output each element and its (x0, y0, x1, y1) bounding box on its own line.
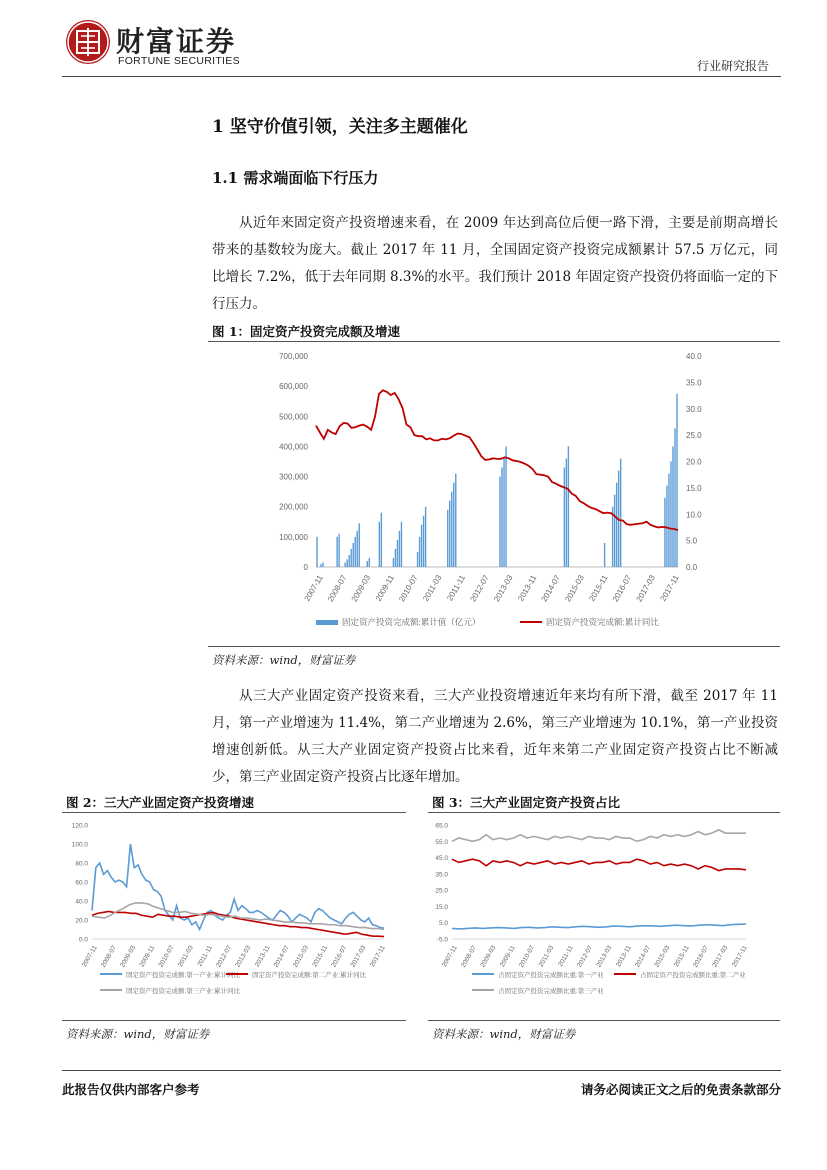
bar-mark (346, 559, 347, 567)
x-tick-label: 2009-11 (373, 573, 396, 603)
bar-mark (338, 534, 339, 567)
y-tick-label: 40.0 (75, 898, 88, 906)
bar-mark (451, 492, 452, 567)
bar-mark (674, 428, 675, 567)
x-tick-label: 2016-07 (610, 573, 634, 604)
x-tick-label: 2009-03 (349, 573, 373, 604)
y-left-tick-label: 500,000 (279, 412, 308, 422)
x-tick-label: 2014-07 (272, 944, 291, 969)
logo-chinese-name: 财富证券 (116, 25, 237, 58)
y-tick-label: 5.0 (438, 920, 448, 928)
x-tick-label: 2015-03 (653, 944, 672, 969)
x-tick-label: 2012-07 (576, 944, 595, 969)
report-type: 行业研究报告 (696, 59, 769, 73)
bar-mark (453, 483, 454, 567)
y-tick-label: 60.0 (75, 879, 88, 887)
x-tick-label: 2017-11 (368, 944, 387, 969)
y-right-tick-label: 20.0 (686, 457, 702, 467)
subsection-heading: 1.1 需求端面临下行压力 (212, 169, 379, 187)
x-tick-label: 2009-03 (119, 944, 138, 969)
logo-emblem-icon (66, 20, 110, 64)
bar-mark (355, 537, 356, 567)
series-line (452, 924, 746, 929)
footer-divider (62, 1070, 781, 1071)
series-line (452, 859, 746, 870)
bar-mark (348, 555, 349, 567)
logo-english-name: FORTUNE SECURITIES (118, 55, 240, 67)
x-tick-label: 2013-11 (253, 944, 272, 969)
bar-mark (419, 537, 420, 567)
bar-mark (353, 543, 354, 567)
series-line (92, 911, 384, 936)
x-tick-label: 2011-03 (176, 944, 195, 969)
figure-3-bottom-rule (428, 1020, 780, 1021)
bar-mark (423, 516, 424, 567)
bar-mark (344, 562, 345, 567)
x-tick-label: 2010-07 (518, 944, 537, 969)
legend-series-1: 固定资产投资完成额:第二产业:累计同比 (252, 972, 367, 979)
bar-mark (359, 523, 360, 567)
bar-mark (666, 486, 667, 567)
y-tick-label: 35.0 (435, 871, 448, 879)
figure-1-source: 资料来源：wind，财富证券 (212, 653, 356, 667)
y-tick-label: 20.0 (75, 917, 88, 925)
y-left-tick-label: 200,000 (279, 502, 308, 512)
y-left-tick-label: 0 (303, 563, 308, 572)
legend-series-0: 固定资产投资完成额:第一产业:累计同比 (126, 972, 241, 979)
y-tick-label: 0.0 (78, 936, 88, 944)
bar-mark (367, 561, 368, 567)
x-tick-label: 2015-11 (672, 944, 691, 969)
bar-mark (604, 543, 605, 567)
figure-2-title: 图 2：三大产业固定资产投资增速 (66, 795, 255, 810)
bar-mark (381, 513, 382, 567)
y-left-tick-label: 300,000 (279, 472, 308, 482)
y-tick-label: -5.0 (436, 936, 448, 944)
legend-series-1: 占固定资产投资完成额比重:第二产业 (640, 972, 746, 979)
x-tick-label: 2015-03 (563, 573, 586, 604)
x-tick-label: 2013-03 (492, 573, 515, 604)
bar-mark (447, 510, 448, 567)
y-right-tick-label: 25.0 (686, 431, 702, 441)
x-tick-label: 2013-03 (234, 944, 253, 969)
bar-mark (421, 525, 422, 567)
bar-mark (670, 462, 671, 568)
series-line (452, 830, 746, 841)
legend-line-series: 固定资产投资完成额:累计同比 (546, 617, 659, 627)
x-tick-label: 2008-07 (325, 573, 349, 604)
bar-mark (455, 474, 456, 567)
x-tick-label: 2013-11 (614, 944, 633, 969)
bar-mark (620, 458, 621, 567)
x-tick-label: 2011-11 (557, 944, 575, 968)
x-tick-label: 2016-07 (330, 944, 349, 969)
bar-mark (499, 477, 500, 567)
chart-industry-growth (62, 813, 406, 1018)
y-right-tick-label: 40.0 (686, 352, 702, 361)
x-tick-label: 2015-11 (587, 573, 610, 603)
bar-mark (449, 501, 450, 567)
x-tick-label: 2008-07 (99, 944, 118, 969)
figure-3-title: 图 3：三大产业固定资产投资占比 (432, 795, 621, 810)
bar-mark (336, 537, 337, 567)
y-tick-label: 100.0 (71, 841, 88, 849)
legend-bar-series: 固定资产投资完成额:累计值（亿元） (342, 617, 481, 627)
y-left-tick-label: 600,000 (279, 382, 308, 392)
figure-1-bottom-rule (208, 646, 780, 647)
x-tick-label: 2011-03 (421, 573, 444, 603)
bar-mark (676, 394, 677, 567)
x-tick-label: 2017-11 (658, 573, 681, 603)
x-tick-label: 2007-11 (440, 944, 459, 969)
header-divider (62, 76, 781, 77)
chart-fixed-asset-investment (208, 342, 780, 642)
bar-mark (501, 468, 502, 567)
bar-mark (668, 474, 669, 567)
bar-mark (566, 458, 567, 567)
x-tick-label: 2017-11 (730, 944, 749, 969)
x-tick-label: 2014-07 (634, 944, 653, 969)
y-tick-label: 25.0 (435, 887, 448, 895)
x-tick-label: 2011-03 (537, 944, 556, 969)
bar-mark (568, 446, 569, 567)
y-tick-label: 80.0 (75, 860, 88, 868)
y-right-tick-label: 30.0 (686, 404, 702, 414)
bar-mark (425, 507, 426, 567)
series-line (92, 903, 384, 930)
y-right-tick-label: 10.0 (686, 510, 702, 520)
x-tick-label: 2017-03 (634, 573, 657, 604)
bar-mark (393, 558, 394, 567)
bar-mark (672, 446, 673, 567)
bar-mark (399, 531, 400, 567)
bar-mark (379, 522, 380, 567)
company-logo (66, 20, 266, 70)
y-tick-label: 120.0 (71, 822, 88, 830)
x-tick-label: 2011-11 (196, 944, 214, 968)
x-tick-label: 2017-03 (711, 944, 730, 969)
bar-mark (664, 498, 665, 567)
section-heading: 1 坚守价值引领，关注多主题催化 (212, 117, 468, 137)
figure-2-source: 资料来源：wind，财富证券 (66, 1027, 210, 1041)
x-tick-label: 2009-11 (498, 944, 517, 969)
y-right-tick-label: 35.0 (686, 378, 702, 388)
y-right-tick-label: 15.0 (686, 483, 702, 493)
y-left-tick-label: 700,000 (279, 352, 308, 361)
y-tick-label: 45.0 (435, 855, 448, 863)
y-left-tick-label: 400,000 (279, 442, 308, 452)
bar-mark (401, 522, 402, 567)
bar-mark (369, 558, 370, 567)
x-tick-label: 2011-11 (445, 573, 468, 603)
x-tick-label: 2013-11 (516, 573, 539, 603)
y-tick-label: 55.0 (435, 838, 448, 846)
y-right-tick-label: 0.0 (686, 563, 698, 572)
x-tick-label: 2012-07 (468, 573, 491, 604)
bar-mark (614, 495, 615, 567)
y-tick-label: 65.0 (435, 822, 448, 830)
figure-1-title: 图 1：固定资产投资完成额及增速 (212, 324, 401, 339)
x-tick-label: 2009-03 (479, 944, 498, 969)
legend-series-0: 占固定资产投资完成额比重:第一产业 (498, 972, 604, 979)
x-tick-label: 2007-11 (302, 573, 325, 603)
bar-mark (322, 562, 323, 567)
footer-disclaimer-left: 此报告仅供内部客户参考 (62, 1082, 200, 1097)
x-tick-label: 2008-07 (460, 944, 479, 969)
paragraph-1: 从近年来固定资产投资增速来看，在 2009 年达到高位后便一路下滑，主要是前期高增长带来的基数较为庞大。截止 2017 年 11 月，全国固定资产投资完成额累计 57.5 万亿元，同比增长 7.2%，低于去年同期 8.3%的水平。我们预计 2018 年固定资产投资仍将面临一定的下行压力。 (212, 215, 778, 312)
bar-mark (397, 540, 398, 567)
bar-mark (320, 564, 321, 567)
x-tick-label: 2015-11 (311, 944, 330, 969)
bar-mark (316, 537, 317, 567)
x-tick-label: 2012-07 (215, 944, 234, 969)
x-tick-label: 2015-03 (291, 944, 310, 969)
bar-mark (350, 549, 351, 567)
x-tick-label: 2016-07 (692, 944, 711, 969)
growth-line (316, 390, 678, 530)
figure-3-source: 资料来源：wind，财富证券 (432, 1027, 576, 1041)
paragraph-2: 从三大产业固定资产投资来看，三大产业投资增速近年来均有所下滑，截至 2017 年 11 月，第一产业增速为 11.4%，第二产业增速为 2.6%，第三产业增速为 10.1%，第一产业投资增速创新低。从三大产业固定资产投资占比来看，近年来第二产业固定资产投资占比不断减少，第三产业固定资产投资占比逐年增加。 (212, 688, 778, 785)
x-tick-label: 2007-11 (80, 944, 99, 969)
x-tick-label: 2010-07 (397, 573, 420, 604)
x-tick-label: 2009-11 (138, 944, 157, 969)
bar-mark (503, 458, 504, 567)
bar-mark (505, 446, 506, 567)
x-tick-label: 2013-03 (595, 944, 614, 969)
bar-mark (395, 549, 396, 567)
bar-mark (564, 468, 565, 567)
y-tick-label: 15.0 (435, 903, 448, 911)
legend-series-2: 固定资产投资完成额:第三产业:累计同比 (126, 988, 241, 995)
y-left-tick-label: 100,000 (279, 532, 308, 542)
x-tick-label: 2010-07 (157, 944, 176, 969)
chart-industry-share (428, 813, 780, 1018)
bar-mark (357, 531, 358, 567)
x-tick-label: 2014-07 (539, 573, 563, 604)
legend-swatch (316, 620, 338, 625)
bar-mark (616, 483, 617, 567)
footer-disclaimer-right: 请务必阅读正文之后的免责条款部分 (580, 1082, 781, 1097)
bar-mark (417, 552, 418, 567)
y-right-tick-label: 5.0 (686, 536, 698, 546)
legend-series-2: 占固定资产投资完成额比重:第三产业 (498, 988, 604, 995)
figure-2-bottom-rule (62, 1020, 406, 1021)
x-tick-label: 2017-03 (349, 944, 368, 969)
